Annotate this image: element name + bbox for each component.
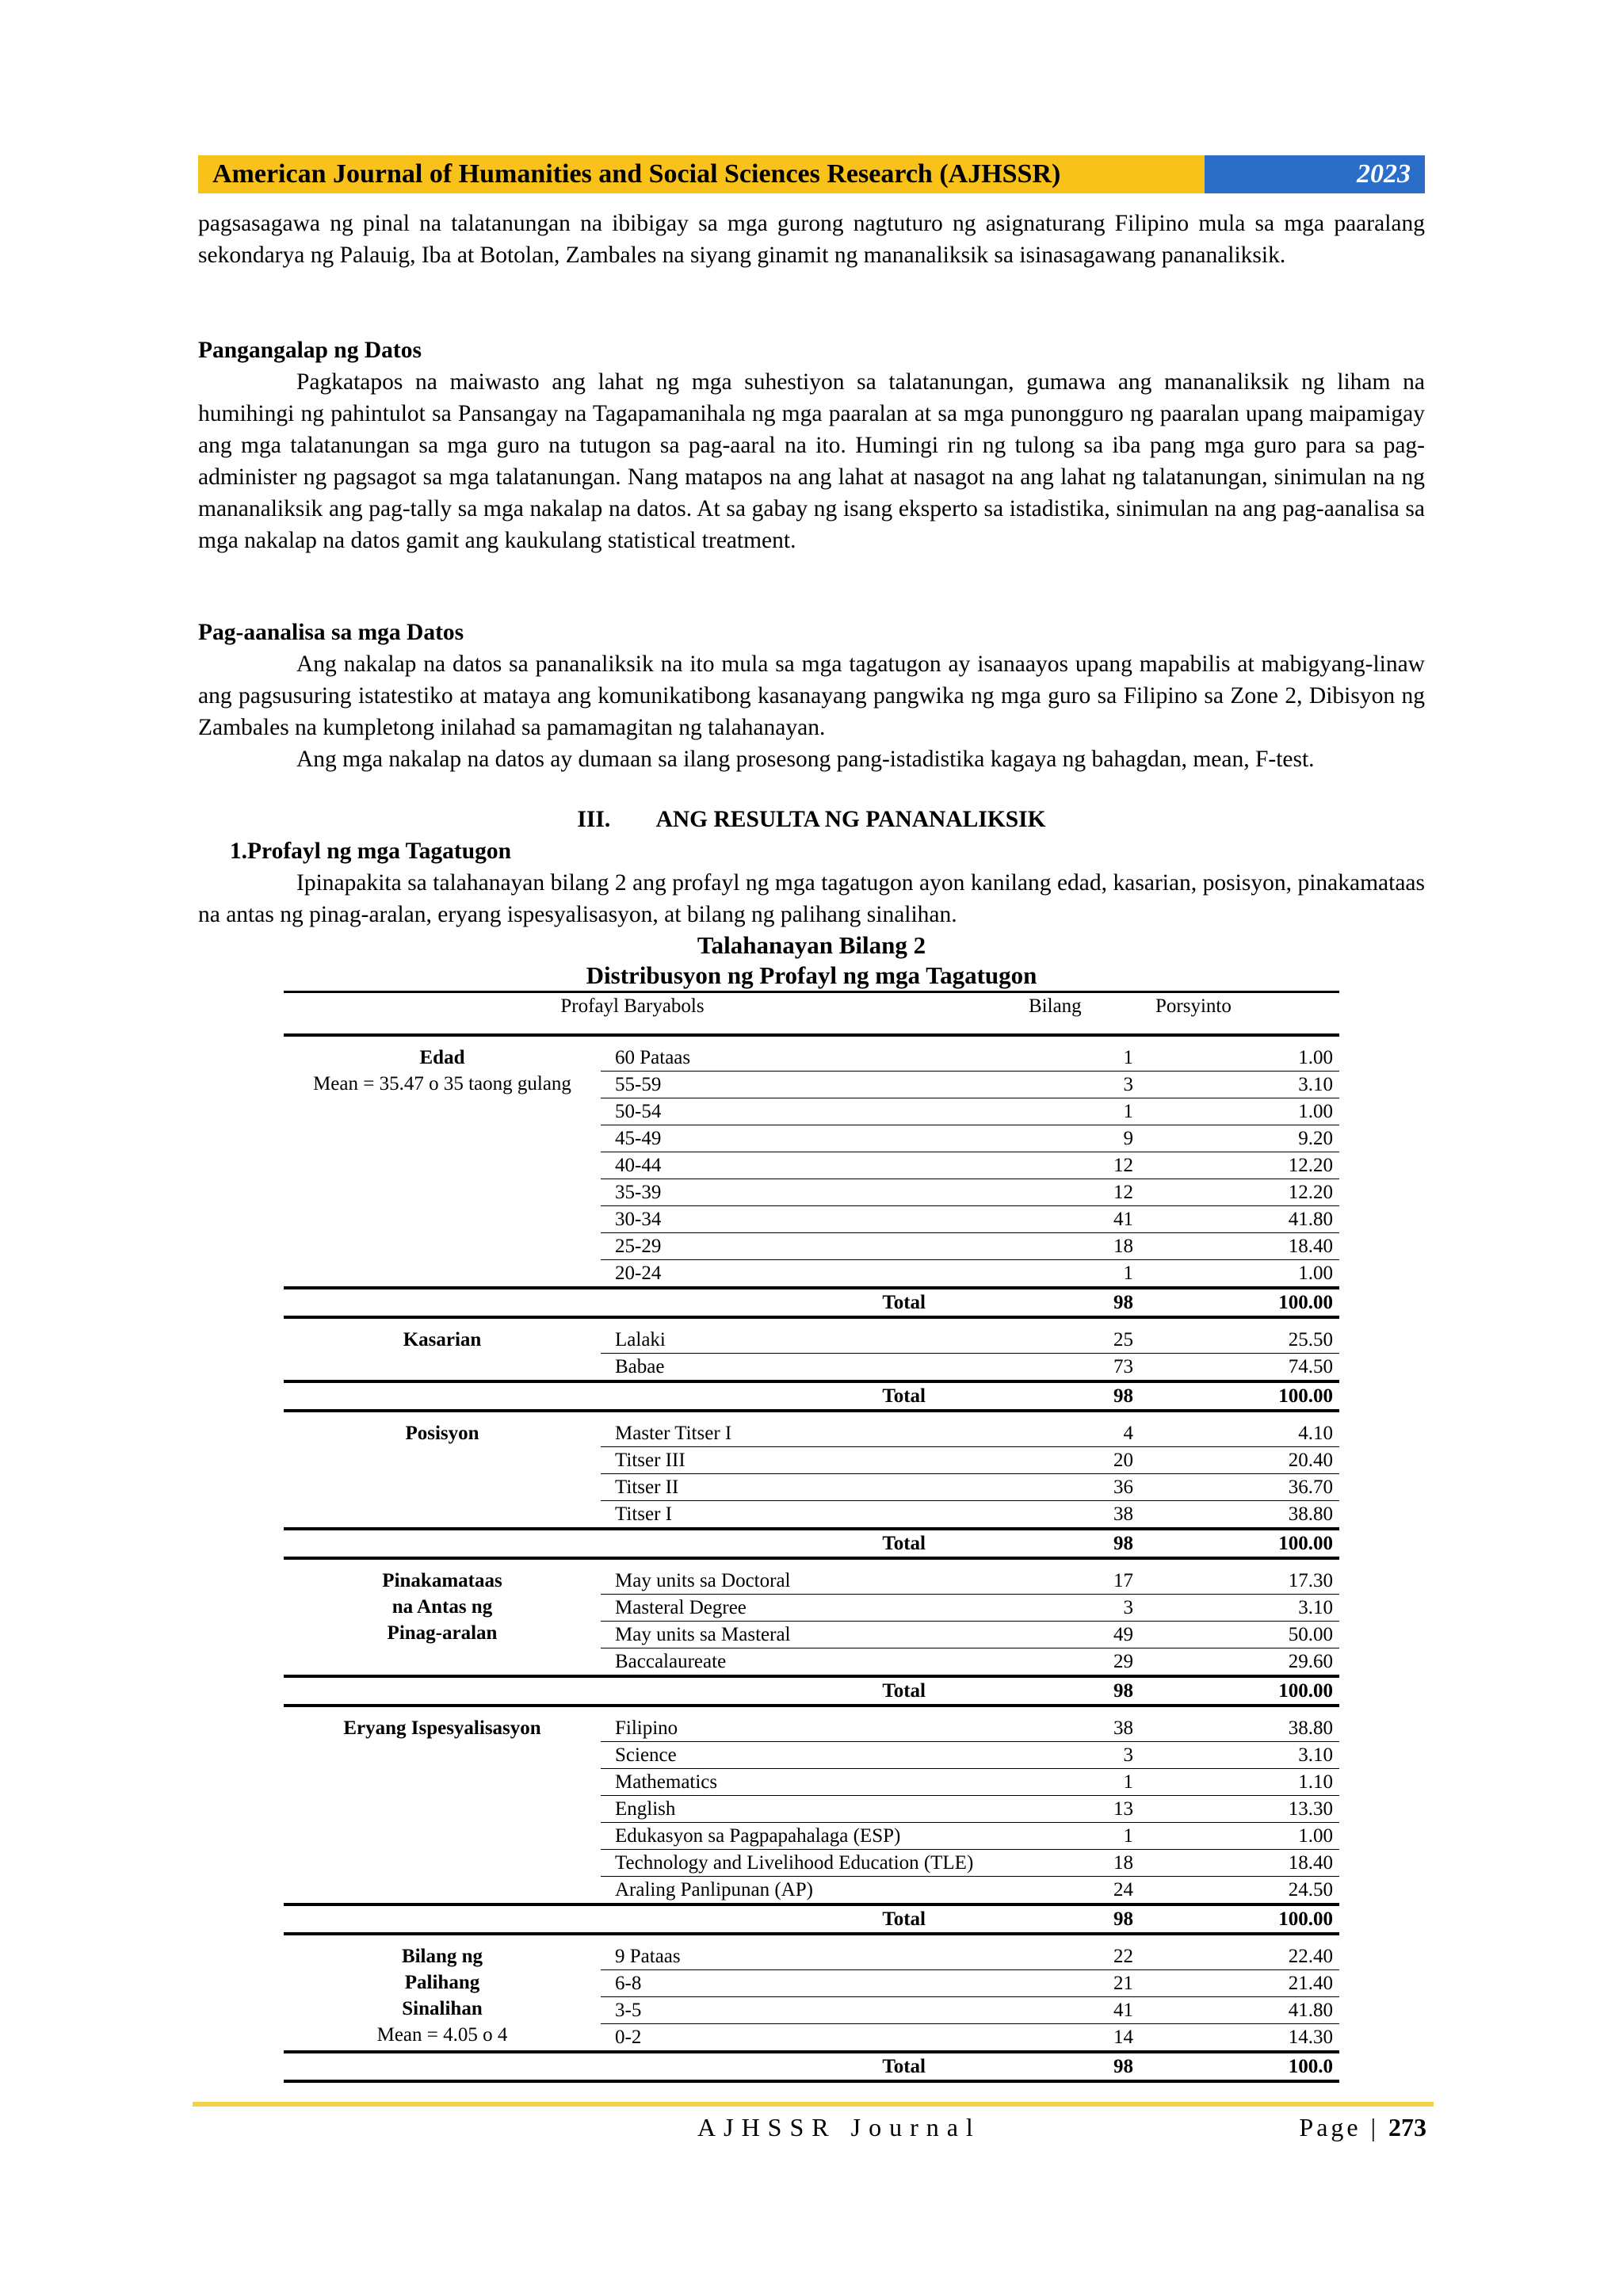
cell-category: Titser III: [601, 1447, 981, 1474]
journal-header: [198, 155, 1425, 193]
group-mean: Mean = 4.05 o 4: [376, 2024, 508, 2046]
cell-percent: 1.00: [1140, 1823, 1339, 1850]
cell-percent: 74.50: [1140, 1354, 1339, 1382]
cell-count: 1: [981, 1098, 1140, 1125]
cell-percent: 1.00: [1140, 1098, 1339, 1125]
subsection-number: 1.: [229, 839, 247, 864]
total-count: 98: [1113, 1680, 1133, 1702]
cell-percent: 9.20: [1140, 1125, 1339, 1152]
cell-percent: 38.80: [1140, 1715, 1339, 1742]
total-label: Total: [882, 1680, 926, 1702]
cell-count: 24: [981, 1877, 1140, 1905]
cell-count: 14: [981, 2024, 1140, 2053]
cell-count: 21: [981, 1970, 1140, 1997]
table-row: [284, 1943, 1339, 1970]
total-row: [284, 1904, 1339, 1934]
journal-title: American Journal of Humanities and Social Sciences Research (AJHSSR): [198, 155, 1205, 193]
cell-percent: 36.70: [1140, 1474, 1339, 1501]
profile-table: [284, 991, 1339, 2083]
journal-year: 2023: [1205, 155, 1425, 193]
cell-count: 1: [981, 1260, 1140, 1289]
group-label: [284, 1568, 601, 1676]
cell-percent: 29.60: [1140, 1648, 1339, 1677]
group-label: [284, 1943, 601, 2052]
cell-count: 36: [981, 1474, 1140, 1501]
cell-percent: 3.10: [1140, 1742, 1339, 1769]
cell-count: 38: [981, 1501, 1140, 1530]
footer-rule: [193, 2102, 1434, 2107]
cell-category: 45-49: [601, 1125, 981, 1152]
section-paragraph: Ang nakalap na datos sa pananaliksik na ito mula sa mga tagatugon ay isanaayos upang mapabilis at mabigyang-linaw ang pagsusuring istatestiko at mataya ang komunikatibong kasanayang pangwika ng mga guro sa Filipino sa Zone 2, Dibisyon ng Zambales na kumpletong inilahad sa pamamagitan ng talahanayan.: [198, 651, 1425, 740]
total-label: Total: [882, 1385, 926, 1407]
section-paragraph: Pagkatapos na maiwasto ang lahat ng mga suhestiyon sa talatanungan, gumawa ang mananaliksik ng liham na humihingi ng pahintulot sa Pansangay na Tagapamanihala ng mga paaralan at sa mga punongguro ng paaralan upang maipamigay ang mga talatanungan sa mga guro na tutugon sa pag-aaral na ito. Humingi rin ng tulong sa iba pang mga guro para sa pag-administer ng pagsagot sa mga talatanungan. Nang matapos na ang lahat at nasagot na ang lahat ng talatanungan, sinimulan na ng mananaliksik ang pag-tally sa mga nakalap na datos. At sa gabay ng isang eksperto sa istadistika, sinimulan na ang pag-aanalisa sa mga nakalap na datos gamit ang kaukulang statistical treatment.: [198, 369, 1425, 553]
total-spacer: [284, 1381, 601, 1411]
cell-percent: 24.50: [1140, 1877, 1339, 1905]
total-percent: 100.00: [1278, 1908, 1333, 1930]
page-label: Page |: [1299, 2113, 1379, 2141]
cell-count: 3: [981, 1742, 1140, 1769]
section-paragraph: Ang mga nakalap na datos ay dumaan sa ilang prosesong pang-istadistika kagaya ng bahagdan, mean, F-test.: [296, 747, 1315, 772]
cell-count: 9: [981, 1125, 1140, 1152]
cell-category: Technology and Livelihood Education (TLE): [601, 1850, 981, 1877]
section-title: III. ANG RESULTA NG PANANALIKSIK: [577, 807, 1046, 832]
cell-category: 40-44: [601, 1152, 981, 1179]
group-name: Edad: [419, 1047, 465, 1068]
total-label: Total: [882, 2056, 926, 2077]
cell-percent: 22.40: [1140, 1943, 1339, 1970]
footer-journal: AJHSSR Journal: [697, 2113, 981, 2141]
group-name: Eryang Ispesyalisasyon: [343, 1717, 541, 1739]
cell-percent: 50.00: [1140, 1622, 1339, 1648]
cell-category: Masteral Degree: [601, 1595, 981, 1622]
group-mean: Mean = 35.47 o 35 taong gulang: [313, 1073, 571, 1095]
cell-count: 38: [981, 1715, 1140, 1742]
group-name: Pinakamataas na Antas ng Pinag-aralan: [382, 1570, 502, 1644]
total-label: Total: [882, 1292, 926, 1313]
total-percent: 100.00: [1278, 1385, 1333, 1407]
cell-count: 3: [981, 1595, 1140, 1622]
cell-category: Edukasyon sa Pagpapahalaga (ESP): [601, 1823, 981, 1850]
cell-count: 17: [981, 1568, 1140, 1595]
cell-category: 20-24: [601, 1260, 981, 1289]
total-row: [284, 1676, 1339, 1706]
cell-category: Babae: [601, 1354, 981, 1382]
header-percent: Porsyinto: [1155, 995, 1232, 1017]
table-subcaption: Distribusyon ng Profayl ng mga Tagatugon: [586, 961, 1037, 989]
total-percent: 100.00: [1278, 1680, 1333, 1702]
cell-category: Filipino: [601, 1715, 981, 1742]
cell-percent: 21.40: [1140, 1970, 1339, 1997]
page-number: 273: [1388, 2113, 1426, 2141]
cell-count: 29: [981, 1648, 1140, 1677]
cell-category: Araling Panlipunan (AP): [601, 1877, 981, 1905]
cell-percent: 17.30: [1140, 1568, 1339, 1595]
table-row: [284, 1568, 1339, 1595]
cell-category: Master Titser I: [601, 1420, 981, 1447]
intro-section: [198, 208, 1425, 271]
total-row: [284, 1381, 1339, 1411]
table-header-row: [284, 992, 1339, 1036]
total-label: Total: [882, 1533, 926, 1554]
total-count: 98: [1113, 1292, 1133, 1313]
cell-count: 1: [981, 1769, 1140, 1796]
group-label: [284, 1420, 601, 1529]
section-resulta: [198, 804, 1425, 930]
cell-category: 50-54: [601, 1098, 981, 1125]
cell-category: 60 Pataas: [601, 1045, 981, 1072]
cell-count: 1: [981, 1823, 1140, 1850]
cell-percent: 41.80: [1140, 1206, 1339, 1233]
table-row: [284, 1715, 1339, 1742]
cell-category: Mathematics: [601, 1769, 981, 1796]
table-row: [284, 1327, 1339, 1354]
total-spacer: [284, 1529, 601, 1558]
cell-count: 1: [981, 1045, 1140, 1072]
cell-count: 41: [981, 1997, 1140, 2024]
cell-count: 25: [981, 1327, 1140, 1354]
footer-page: [1299, 2113, 1426, 2142]
cell-category: Titser II: [601, 1474, 981, 1501]
cell-count: 12: [981, 1152, 1140, 1179]
cell-percent: 13.30: [1140, 1796, 1339, 1823]
subsection-label: Profayl ng mga Tagatugon: [247, 839, 512, 864]
cell-category: 30-34: [601, 1206, 981, 1233]
total-percent: 100.00: [1278, 1533, 1333, 1554]
cell-category: 55-59: [601, 1072, 981, 1098]
cell-category: English: [601, 1796, 981, 1823]
cell-count: 22: [981, 1943, 1140, 1970]
cell-count: 4: [981, 1420, 1140, 1447]
cell-percent: 25.50: [1140, 1327, 1339, 1354]
cell-count: 49: [981, 1622, 1140, 1648]
table-row: [284, 1045, 1339, 1072]
cell-percent: 3.10: [1140, 1072, 1339, 1098]
section-heading: Pag-aanalisa sa mga Datos: [198, 620, 464, 645]
cell-count: 12: [981, 1179, 1140, 1206]
cell-percent: 20.40: [1140, 1447, 1339, 1474]
total-spacer: [284, 2052, 601, 2081]
cell-category: Baccalaureate: [601, 1648, 981, 1677]
group-name: Posisyon: [405, 1423, 479, 1444]
cell-category: Science: [601, 1742, 981, 1769]
cell-count: 18: [981, 1850, 1140, 1877]
section-pangangalap: [198, 334, 1425, 556]
section-paragraph: Ipinapakita sa talahanayan bilang 2 ang profayl ng mga tagatugon ayon kanilang edad, kasarian, posisyon, pinakamataas na antas ng pinag-aralan, eryang ispesyalisasyon, at bilang ng palihang sinalihan.: [198, 870, 1425, 927]
cell-category: 9 Pataas: [601, 1943, 981, 1970]
cell-count: 20: [981, 1447, 1140, 1474]
total-row: [284, 2052, 1339, 2081]
group-label: [284, 1045, 601, 1288]
cell-percent: 1.00: [1140, 1045, 1339, 1072]
total-count: 98: [1113, 2056, 1133, 2077]
total-row: [284, 1288, 1339, 1317]
total-count: 98: [1113, 1533, 1133, 1554]
cell-percent: 1.00: [1140, 1260, 1339, 1289]
total-spacer: [284, 1904, 601, 1934]
cell-category: 35-39: [601, 1179, 981, 1206]
group-label: [284, 1327, 601, 1381]
cell-category: May units sa Doctoral: [601, 1568, 981, 1595]
cell-category: Titser I: [601, 1501, 981, 1530]
cell-count: 3: [981, 1072, 1140, 1098]
total-count: 98: [1113, 1385, 1133, 1407]
table-caption: Talahanayan Bilang 2: [697, 931, 926, 959]
cell-count: 13: [981, 1796, 1140, 1823]
total-row: [284, 1529, 1339, 1558]
cell-percent: 18.40: [1140, 1233, 1339, 1260]
total-percent: 100.0: [1288, 2056, 1333, 2077]
subsection-title: [198, 835, 1425, 867]
cell-category: 0-2: [601, 2024, 981, 2053]
cell-percent: 4.10: [1140, 1420, 1339, 1447]
cell-count: 41: [981, 1206, 1140, 1233]
group-label: [284, 1715, 601, 1904]
cell-percent: 12.20: [1140, 1152, 1339, 1179]
cell-category: 6-8: [601, 1970, 981, 1997]
cell-percent: 41.80: [1140, 1997, 1339, 2024]
total-spacer: [284, 1288, 601, 1317]
cell-category: 3-5: [601, 1997, 981, 2024]
cell-percent: 12.20: [1140, 1179, 1339, 1206]
section-pag-aanalisa: [198, 617, 1425, 775]
cell-category: Lalaki: [601, 1327, 981, 1354]
intro-paragraph: pagsasagawa ng pinal na talatanungan na ibibigay sa mga gurong nagtuturo ng asignaturang Filipino mula sa mga paaralang sekondarya ng Palauig, Iba at Botolan, Zambales na siyang ginamit ng mananaliksik sa isinasagawang pananaliksik.: [198, 211, 1425, 268]
cell-count: 18: [981, 1233, 1140, 1260]
group-name: Bilang ng Palihang Sinalihan: [401, 1946, 483, 2019]
group-name: Kasarian: [403, 1329, 482, 1350]
cell-percent: 18.40: [1140, 1850, 1339, 1877]
section-heading: Pangangalap ng Datos: [198, 338, 422, 363]
cell-category: 25-29: [601, 1233, 981, 1260]
total-label: Total: [882, 1908, 926, 1930]
cell-percent: 1.10: [1140, 1769, 1339, 1796]
cell-category: May units sa Masteral: [601, 1622, 981, 1648]
cell-count: 73: [981, 1354, 1140, 1382]
header-variable: Profayl Baryabols: [560, 995, 705, 1017]
header-count: Bilang: [1029, 995, 1082, 1017]
cell-percent: 38.80: [1140, 1501, 1339, 1530]
cell-percent: 14.30: [1140, 2024, 1339, 2053]
total-spacer: [284, 1676, 601, 1706]
total-count: 98: [1113, 1908, 1133, 1930]
table-row: [284, 1420, 1339, 1447]
total-percent: 100.00: [1278, 1292, 1333, 1313]
cell-percent: 3.10: [1140, 1595, 1339, 1622]
